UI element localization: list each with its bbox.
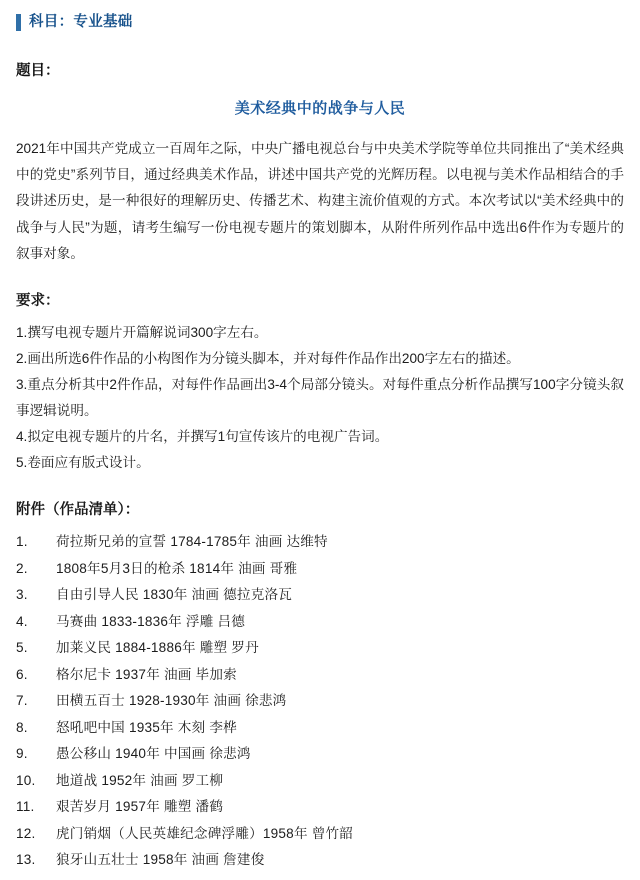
subject-header xyxy=(16,10,624,35)
list-item xyxy=(16,821,624,848)
work-title: 田横五百士 1928-1930年 油画 徐悲鸿 xyxy=(56,693,287,709)
list-item xyxy=(16,609,624,636)
list-item xyxy=(16,741,624,768)
work-number: 6. xyxy=(16,666,28,682)
work-number: 13. xyxy=(16,852,36,868)
work-title: 虎门销烟（人民英雄纪念碑浮雕）1958年 曾竹韶 xyxy=(56,825,354,841)
work-number: 7. xyxy=(16,693,28,709)
work-number: 8. xyxy=(16,719,28,735)
requirements-label: 要求： xyxy=(16,292,60,309)
work-title: 狼牙山五壮士 1958年 油画 詹建俊 xyxy=(56,852,265,868)
work-title: 马赛曲 1833-1836年 浮雕 吕德 xyxy=(56,613,246,629)
topic-section-label: 题目： xyxy=(16,63,60,79)
work-number: 2. xyxy=(16,560,28,576)
list-item: 5.卷面应有版式设计。 xyxy=(16,455,150,471)
subject-label: 科目：专业基础 xyxy=(29,14,133,31)
work-title: 愚公移山 1940年 中国画 徐悲鸿 xyxy=(56,746,251,762)
list-item xyxy=(16,847,624,874)
list-item xyxy=(16,635,624,662)
work-title: 1808年5月3日的枪杀 1814年 油画 哥雅 xyxy=(56,560,298,576)
work-number: 3. xyxy=(16,587,28,603)
work-number: 4. xyxy=(16,613,28,629)
works-list xyxy=(16,529,624,874)
work-title: 格尔尼卡 1937年 油画 毕加索 xyxy=(56,666,237,682)
list-item xyxy=(16,688,624,715)
work-number: 10. xyxy=(16,772,36,788)
work-title: 地道战 1952年 油画 罗工柳 xyxy=(56,772,224,788)
list-item xyxy=(16,768,624,795)
list-item xyxy=(16,662,624,689)
topic-paragraph: 2021年中国共产党成立一百周年之际，中央广播电视总台与中央美术学院等单位共同推出了“美术经典中的党史”系列节目，通过经典美术作品，讲述中国共产党的光辉历程。以电视与美术作品相结合的手段讲述历史，是一种很好的理解历史、传播艺术、构建主流价值观的方式。本次考试以“美术经典中的战争与人民”为题，请考生编写一份电视专题片的策划脚本，从附件所列作品中选出6件作为专题片的叙事对象。 xyxy=(16,141,624,261)
work-number: 12. xyxy=(16,825,36,841)
list-item xyxy=(16,529,624,556)
work-title: 艰苦岁月 1957年 雕塑 潘鹤 xyxy=(56,799,224,815)
work-title: 加莱义民 1884-1886年 雕塑 罗丹 xyxy=(56,640,259,656)
work-number: 11. xyxy=(16,799,35,815)
list-item xyxy=(16,794,624,821)
accent-bar-icon xyxy=(16,14,21,31)
list-item xyxy=(16,582,624,609)
list-item: 1.撰写电视专题片开篇解说词300字左右。 xyxy=(16,324,268,340)
list-item: 4.拟定电视专题片的片名，并撰写1句宣传该片的电视广告词。 xyxy=(16,429,389,445)
work-title: 怒吼吧中国 1935年 木刻 李桦 xyxy=(56,719,237,735)
work-number: 1. xyxy=(16,534,28,550)
work-title: 荷拉斯兄弟的宣誓 1784-1785年 油画 达维特 xyxy=(56,534,328,550)
list-item xyxy=(16,556,624,583)
work-number: 5. xyxy=(16,640,28,656)
list-item xyxy=(16,715,624,742)
requirements-list xyxy=(16,320,624,477)
list-item: 3.重点分析其中2件作品，对每件作品画出3-4个局部分镜头。对每件重点分析作品撰写100字分镜头叙事逻辑说明。 xyxy=(16,376,624,419)
list-item: 2.画出所选6件作品的小构图作为分镜头脚本，并对每件作品作出200字左右的描述。 xyxy=(16,350,520,366)
page-title: 美术经典中的战争与人民 xyxy=(234,100,406,118)
attachment-label: 附件（作品清单）： xyxy=(16,502,140,519)
work-number: 9. xyxy=(16,746,28,762)
work-title: 自由引导人民 1830年 油画 德拉克洛瓦 xyxy=(56,587,293,603)
